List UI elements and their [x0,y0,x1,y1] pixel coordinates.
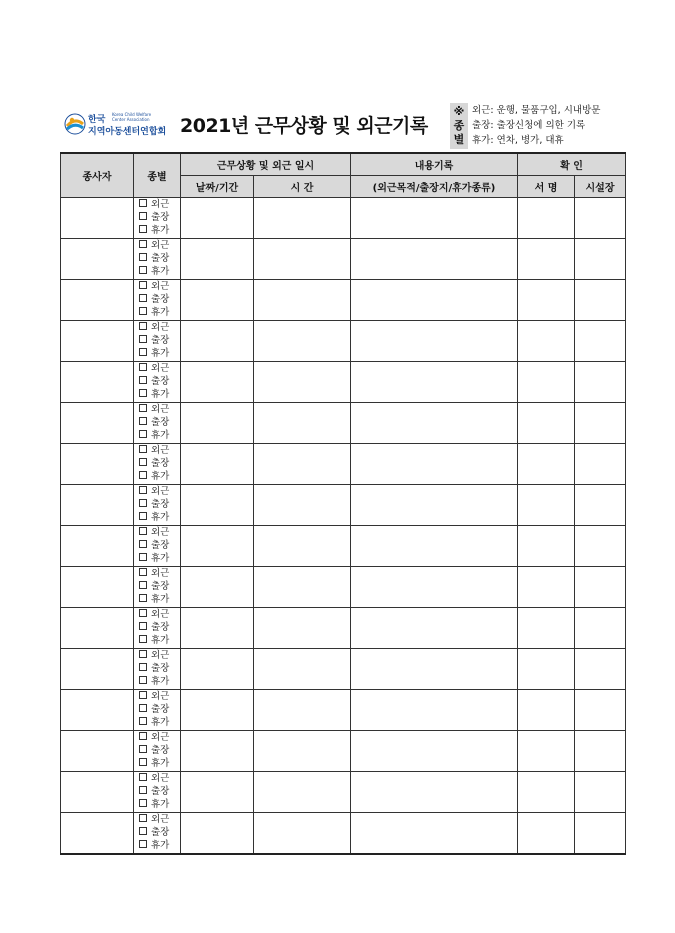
kind-option[interactable] [139,757,180,770]
sign-cell[interactable] [518,567,575,608]
time-cell[interactable] [254,608,351,649]
director-cell[interactable] [575,321,626,362]
table-row [61,772,626,813]
content-cell[interactable] [351,362,518,403]
table-row [61,362,626,403]
table-row [61,198,626,239]
kind-option[interactable] [139,772,180,785]
kind-option-label: 휴가 [151,553,170,564]
checkbox-icon[interactable] [139,622,147,630]
date-cell[interactable] [181,567,254,608]
checkbox-icon[interactable] [139,745,147,753]
header-sign: 서 명 [518,176,575,198]
worker-cell[interactable] [61,813,134,855]
table-row [61,690,626,731]
kind-option-label: 외근 [151,199,170,210]
date-cell[interactable] [181,280,254,321]
checkbox-icon[interactable] [139,253,147,261]
director-cell[interactable] [575,526,626,567]
sign-cell[interactable] [518,526,575,567]
kind-option-label: 출장 [151,376,170,387]
kind-cell [134,813,181,855]
sign-cell[interactable] [518,321,575,362]
header-director: 시설장 [575,176,626,198]
kind-option-label: 외근 [151,240,170,251]
checkbox-icon[interactable] [139,486,147,494]
log-body [61,198,626,855]
time-cell[interactable] [254,731,351,772]
checkbox-icon[interactable] [139,799,147,807]
worker-cell[interactable] [61,444,134,485]
content-cell[interactable] [351,567,518,608]
content-cell[interactable] [351,198,518,239]
time-cell[interactable] [254,444,351,485]
kind-option[interactable] [139,416,180,429]
checkbox-icon[interactable] [139,512,147,520]
kind-option[interactable] [139,649,180,662]
association-logo [60,111,178,141]
checkbox-icon[interactable] [139,758,147,766]
worker-cell[interactable] [61,362,134,403]
header-confirm: 확 인 [518,153,626,176]
kind-option-label: 외근 [151,445,170,456]
sign-cell[interactable] [518,362,575,403]
kind-cell [134,198,181,239]
worker-cell[interactable] [61,731,134,772]
checkbox-icon[interactable] [139,294,147,302]
kind-option-label: 외근 [151,773,170,784]
kind-option-label: 외근 [151,486,170,497]
checkbox-icon[interactable] [139,225,147,233]
checkbox-icon[interactable] [139,732,147,740]
content-cell[interactable] [351,649,518,690]
kind-cell [134,567,181,608]
kind-option[interactable] [139,552,180,565]
kind-cell [134,526,181,567]
kind-option[interactable] [139,470,180,483]
kind-option[interactable] [139,293,180,306]
date-cell[interactable] [181,690,254,731]
sign-cell[interactable] [518,198,575,239]
kind-option[interactable] [139,716,180,729]
kind-option[interactable] [139,362,180,375]
kind-option[interactable] [139,634,180,647]
kind-option[interactable] [139,444,180,457]
kind-option[interactable] [139,306,180,319]
kind-option-label: 출장 [151,212,170,223]
kind-option[interactable] [139,539,180,552]
content-cell[interactable] [351,608,518,649]
kind-option-label: 외근 [151,363,170,374]
checkbox-icon[interactable] [139,773,147,781]
director-cell[interactable] [575,649,626,690]
checkbox-icon[interactable] [139,553,147,561]
date-cell[interactable] [181,362,254,403]
checkbox-icon[interactable] [139,594,147,602]
legend-line-business-trip: 출장: 출장신청에 의한 기록 [472,120,586,131]
sign-cell[interactable] [518,608,575,649]
kind-cell [134,362,181,403]
table-row [61,813,626,855]
legend-lines [472,103,600,148]
kind-option[interactable] [139,498,180,511]
kind-option[interactable] [139,224,180,237]
kind-cell [134,690,181,731]
kind-cell [134,731,181,772]
time-cell[interactable] [254,280,351,321]
table-row [61,239,626,280]
sign-cell[interactable] [518,444,575,485]
kind-option-label: 출장 [151,458,170,469]
checkbox-icon[interactable] [139,389,147,397]
table-row [61,485,626,526]
header-worker: 종사자 [61,153,134,198]
table-row [61,403,626,444]
kind-option[interactable] [139,526,180,539]
kind-option-label: 출장 [151,745,170,756]
content-cell[interactable] [351,813,518,855]
checkbox-icon[interactable] [139,840,147,848]
worker-cell[interactable] [61,690,134,731]
kind-option-label: 외근 [151,527,170,538]
checkbox-icon[interactable] [139,471,147,479]
date-cell[interactable] [181,608,254,649]
kind-option-label: 휴가 [151,389,170,400]
worker-cell[interactable] [61,649,134,690]
date-cell[interactable] [181,485,254,526]
header-content: 내용기록 [351,153,518,176]
checkbox-icon[interactable] [139,404,147,412]
content-cell[interactable] [351,280,518,321]
director-cell[interactable] [575,198,626,239]
sign-cell[interactable] [518,485,575,526]
checkbox-icon[interactable] [139,363,147,371]
director-cell[interactable] [575,813,626,855]
kind-option[interactable] [139,662,180,675]
checkbox-icon[interactable] [139,663,147,671]
checkbox-icon[interactable] [139,527,147,535]
kind-option[interactable] [139,280,180,293]
kind-option[interactable] [139,252,180,265]
checkbox-icon[interactable] [139,609,147,617]
kind-cell [134,321,181,362]
sign-cell[interactable] [518,731,575,772]
kind-option-label: 외근 [151,814,170,825]
worker-cell[interactable] [61,526,134,567]
checkbox-icon[interactable] [139,322,147,330]
content-cell[interactable] [351,772,518,813]
checkbox-icon[interactable] [139,540,147,548]
time-cell[interactable] [254,526,351,567]
kind-option-label: 외근 [151,732,170,743]
time-cell[interactable] [254,690,351,731]
director-cell[interactable] [575,485,626,526]
kind-option[interactable] [139,375,180,388]
sign-cell[interactable] [518,403,575,444]
worker-cell[interactable] [61,608,134,649]
time-cell[interactable] [254,362,351,403]
kind-option-label: 휴가 [151,635,170,646]
date-cell[interactable] [181,403,254,444]
table-row [61,567,626,608]
checkbox-icon[interactable] [139,676,147,684]
worker-cell[interactable] [61,239,134,280]
kind-cell [134,280,181,321]
header-content-sub: (외근목적/출장지/휴가종류) [351,176,518,198]
table-row [61,321,626,362]
kind-option[interactable] [139,703,180,716]
checkbox-icon[interactable] [139,445,147,453]
kind-option[interactable] [139,485,180,498]
kind-option[interactable] [139,511,180,524]
kind-option[interactable] [139,580,180,593]
content-cell[interactable] [351,403,518,444]
checkbox-icon[interactable] [139,212,147,220]
kind-option-label: 출장 [151,417,170,428]
date-cell[interactable] [181,731,254,772]
worker-cell[interactable] [61,403,134,444]
director-cell[interactable] [575,608,626,649]
kind-option[interactable] [139,690,180,703]
kind-cell [134,485,181,526]
content-cell[interactable] [351,485,518,526]
time-cell[interactable] [254,649,351,690]
checkbox-icon[interactable] [139,650,147,658]
checkbox-icon[interactable] [139,581,147,589]
sign-cell[interactable] [518,239,575,280]
checkbox-icon[interactable] [139,417,147,425]
time-cell[interactable] [254,772,351,813]
kind-cell [134,444,181,485]
logo-text-korea: 한국 [88,115,106,125]
sign-cell[interactable] [518,649,575,690]
checkbox-icon[interactable] [139,335,147,343]
director-cell[interactable] [575,280,626,321]
time-cell[interactable] [254,198,351,239]
content-cell[interactable] [351,690,518,731]
date-cell[interactable] [181,198,254,239]
checkbox-icon[interactable] [139,568,147,576]
kind-cell [134,239,181,280]
time-cell[interactable] [254,485,351,526]
table-row [61,444,626,485]
kind-cell [134,403,181,444]
checkbox-icon[interactable] [139,199,147,207]
legend-line-outwork: 외근: 운행, 물품구입, 시내방문 [472,105,601,116]
logo-text-association: 지역아동센터연합회 [88,127,167,137]
logo-icon [64,113,86,135]
kind-option[interactable] [139,457,180,470]
kind-option[interactable] [139,211,180,224]
director-cell[interactable] [575,403,626,444]
kind-option-label: 출장 [151,335,170,346]
legend-mark-char-2: 별 [453,133,465,146]
kind-option-label: 휴가 [151,758,170,769]
kind-option-label: 출장 [151,786,170,797]
kind-option[interactable] [139,826,180,839]
kind-option-label: 출장 [151,540,170,551]
kind-option-label: 외근 [151,281,170,292]
header-kind: 종별 [134,153,181,198]
date-cell[interactable] [181,772,254,813]
legend-mark-symbol: ※ [453,105,465,118]
kind-option[interactable] [139,839,180,852]
checkbox-icon[interactable] [139,814,147,822]
logo-text-english: Korea Child Welfare Center Association [112,112,152,122]
date-cell[interactable] [181,649,254,690]
kind-option[interactable] [139,675,180,688]
content-cell[interactable] [351,321,518,362]
header-datetime-group: 근무상황 및 외근 일시 [181,153,351,176]
kind-option-label: 외근 [151,404,170,415]
kind-option[interactable] [139,744,180,757]
checkbox-icon[interactable] [139,266,147,274]
time-cell[interactable] [254,567,351,608]
director-cell[interactable] [575,567,626,608]
kind-option[interactable] [139,265,180,278]
checkbox-icon[interactable] [139,376,147,384]
kind-cell [134,649,181,690]
kind-option-label: 출장 [151,253,170,264]
checkbox-icon[interactable] [139,499,147,507]
kind-option-label: 출장 [151,294,170,305]
kind-option-label: 휴가 [151,840,170,851]
legend-mark [450,103,468,149]
content-cell[interactable] [351,526,518,567]
worker-cell[interactable] [61,280,134,321]
checkbox-icon[interactable] [139,281,147,289]
document-header [60,103,625,149]
director-cell[interactable] [575,772,626,813]
kind-option-label: 출장 [151,827,170,838]
sign-cell[interactable] [518,690,575,731]
kind-option-label: 휴가 [151,307,170,318]
table-row [61,280,626,321]
content-cell[interactable] [351,731,518,772]
checkbox-icon[interactable] [139,827,147,835]
kind-option[interactable] [139,321,180,334]
worker-cell[interactable] [61,772,134,813]
worker-cell[interactable] [61,485,134,526]
director-cell[interactable] [575,362,626,403]
kind-option-label: 출장 [151,581,170,592]
worker-cell[interactable] [61,321,134,362]
kind-option-label: 출장 [151,704,170,715]
date-cell[interactable] [181,526,254,567]
time-cell[interactable] [254,813,351,855]
director-cell[interactable] [575,690,626,731]
time-cell[interactable] [254,239,351,280]
kind-option[interactable] [139,567,180,580]
kind-option-label: 휴가 [151,676,170,687]
kind-option[interactable] [139,593,180,606]
worker-cell[interactable] [61,567,134,608]
director-cell[interactable] [575,731,626,772]
worker-cell[interactable] [61,198,134,239]
table-row [61,649,626,690]
legend-line-leave: 휴가: 연차, 병가, 대휴 [472,135,564,146]
kind-option-label: 휴가 [151,471,170,482]
kind-option-label: 휴가 [151,594,170,605]
kind-cell [134,772,181,813]
kind-option-label: 외근 [151,650,170,661]
kind-option[interactable] [139,621,180,634]
checkbox-icon[interactable] [139,307,147,315]
page-title: 2021년 근무상황 및 외근기록 [180,115,428,137]
checkbox-icon[interactable] [139,691,147,699]
kind-option[interactable] [139,429,180,442]
kind-option[interactable] [139,785,180,798]
table-row [61,526,626,567]
kind-option[interactable] [139,608,180,621]
kind-option[interactable] [139,403,180,416]
kind-option[interactable] [139,731,180,744]
legend-mark-char-1: 종 [453,119,465,132]
kind-option[interactable] [139,388,180,401]
work-log-table [60,152,626,855]
checkbox-icon[interactable] [139,717,147,725]
header-time: 시 간 [254,176,351,198]
kind-cell [134,608,181,649]
kind-option-label: 출장 [151,622,170,633]
director-cell[interactable] [575,444,626,485]
table-row [61,608,626,649]
checkbox-icon[interactable] [139,348,147,356]
kind-option[interactable] [139,334,180,347]
time-cell[interactable] [254,321,351,362]
time-cell[interactable] [254,403,351,444]
checkbox-icon[interactable] [139,704,147,712]
director-cell[interactable] [575,239,626,280]
kind-option-label: 외근 [151,568,170,579]
kind-option-label: 출장 [151,499,170,510]
kind-option[interactable] [139,813,180,826]
kind-option-label: 외근 [151,322,170,333]
date-cell[interactable] [181,321,254,362]
kind-option[interactable] [139,798,180,811]
content-cell[interactable] [351,444,518,485]
kind-option-label: 휴가 [151,717,170,728]
sign-cell[interactable] [518,772,575,813]
kind-option-label: 출장 [151,663,170,674]
header-date: 날짜/기간 [181,176,254,198]
kind-option-label: 휴가 [151,512,170,523]
date-cell[interactable] [181,239,254,280]
checkbox-icon[interactable] [139,786,147,794]
checkbox-icon[interactable] [139,240,147,248]
kind-option-label: 휴가 [151,348,170,359]
content-cell[interactable] [351,239,518,280]
table-row [61,731,626,772]
kind-option[interactable] [139,239,180,252]
date-cell[interactable] [181,444,254,485]
checkbox-icon[interactable] [139,635,147,643]
checkbox-icon[interactable] [139,430,147,438]
kind-option[interactable] [139,198,180,211]
checkbox-icon[interactable] [139,458,147,466]
kind-option-label: 외근 [151,691,170,702]
sign-cell[interactable] [518,813,575,855]
kind-option-label: 휴가 [151,225,170,236]
kind-option-label: 외근 [151,609,170,620]
kind-option-label: 휴가 [151,266,170,277]
sign-cell[interactable] [518,280,575,321]
kind-option-label: 휴가 [151,430,170,441]
kind-option-label: 휴가 [151,799,170,810]
kind-option[interactable] [139,347,180,360]
date-cell[interactable] [181,813,254,855]
